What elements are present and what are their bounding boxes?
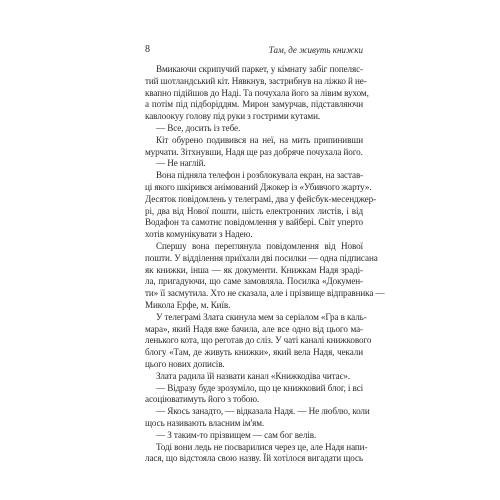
text-line: як книжки, інша — як документи. Книжкам Надя зраді- bbox=[145, 264, 363, 275]
text-line: Десяток повідомлень у телеграмі, два у фейсбук-месенджер- bbox=[145, 193, 377, 204]
text-line: щось називають власним ім'ям. bbox=[145, 417, 265, 428]
text-line: — Якось занадто, — відказала Надя. — Не люблю, коли bbox=[156, 406, 370, 417]
page-number: 8 bbox=[145, 44, 150, 55]
text-line: Водафон та самотнє повідомлення у вайбері. Світ уперто bbox=[145, 217, 363, 228]
text-line: а потім під підборіддям. Мирон замурчав, підставляючи bbox=[145, 99, 363, 110]
text-line: ленького кота, що реготав до сліз. У чаті каналі книжкового bbox=[145, 335, 372, 346]
text-line: ла, пригадуючи, що саме замовляла. Посилка «Докумен- bbox=[145, 276, 363, 287]
running-title: Там, де живуть книжки bbox=[268, 45, 363, 55]
text-line: Кіт обурено подивився на неї, на мить припинивши bbox=[156, 134, 363, 145]
text-line: Тоді вони ледь не посварилися через це, але Надя напи- bbox=[156, 441, 368, 452]
text-line: блогу «Там, де живуть книжки», який вела Надя, чекали bbox=[145, 347, 363, 358]
text-line: рі, два від Нової пошти, шість електронних листів, і від bbox=[145, 205, 363, 216]
text-line: мара», який Надя вже бачила, але все одно від цього ма- bbox=[145, 323, 363, 334]
text-line: мурчати. Зітхнувши, Надя ще раз добряче почухала його. bbox=[145, 146, 363, 157]
text-line: лася, що відстояла свою назву. Їй хотілося вигадати щось bbox=[145, 453, 363, 464]
text-line: тий шотландський кіт. Нявкнув, застрибнув на ліжко й не- bbox=[145, 75, 367, 86]
text-line: ці якого шкірився анімований Джокер із «Убивчого жарту». bbox=[145, 181, 372, 192]
text-line: пошти. У відділення приїхали дві посилки — одна підписана bbox=[145, 252, 378, 263]
text-line: Вмикаючи скрипучий паркет, у кімнату забіг попеляс- bbox=[156, 64, 363, 74]
text-line: — З таким-то прізвищем — сам бог велів. bbox=[156, 429, 317, 440]
text-line: — Відразу буде зрозуміло, що це книжковий блог, і всі bbox=[156, 382, 364, 393]
text-line: — Не наглій. bbox=[156, 158, 206, 169]
text-line: кавлоокуу голову під руки з гострими кутами. bbox=[145, 111, 321, 122]
text-line: ти» її засмутила. Хто не сказала, але і прізвище відправника — bbox=[145, 288, 385, 299]
text-line: Злата радила їй назвати канал «Книжкодіва читає». bbox=[156, 370, 351, 381]
text-line: Микола Ерфе, м. Київ. bbox=[145, 299, 231, 310]
text-line: — Все, досить із тебе. bbox=[156, 122, 241, 133]
text-line: квапно підійшов до Наді. Та почухала його за лівим вухом, bbox=[145, 87, 369, 98]
body-text bbox=[145, 64, 385, 465]
page-header bbox=[145, 43, 363, 57]
text-line: асоціюватимуть його з тобою. bbox=[145, 394, 260, 405]
text-line: хотів комунікувати з Надею. bbox=[145, 229, 253, 240]
text-line: цього нових дописів. bbox=[145, 358, 225, 369]
text-line: Вона підняла телефон і розблокувала екран, на застав- bbox=[156, 170, 364, 181]
text-line: Спершу вона переглянула повідомлення від Нової bbox=[156, 240, 363, 251]
text-line: У телеграмі Злата скинула мем за серіалом «Гра в каль- bbox=[156, 311, 367, 322]
